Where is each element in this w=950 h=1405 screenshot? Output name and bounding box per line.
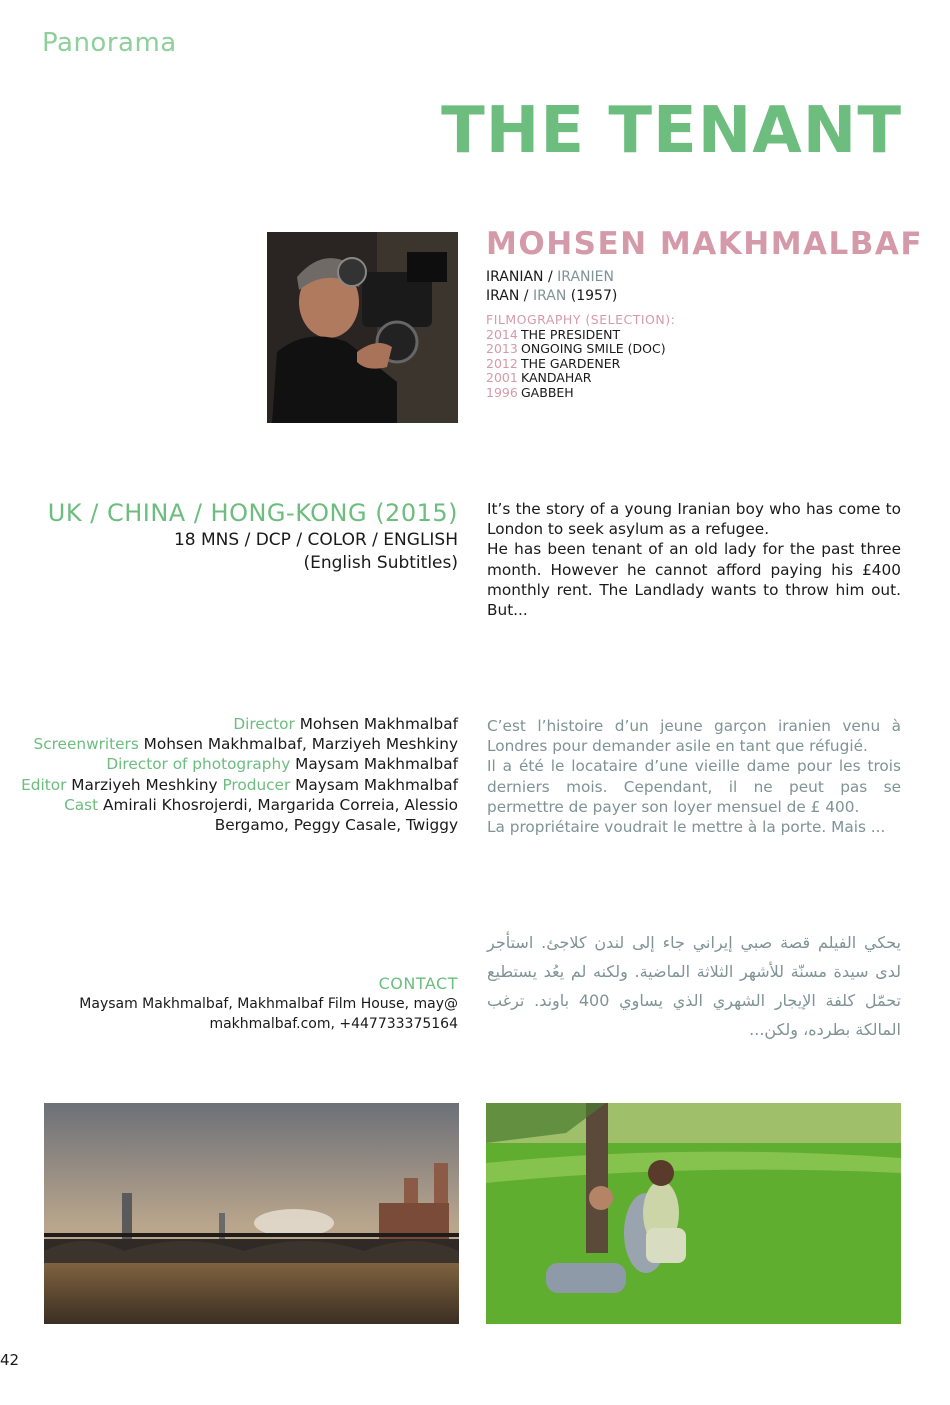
credit-label: Editor	[21, 775, 67, 794]
filmography-item	[486, 357, 675, 372]
director-bio	[486, 268, 617, 306]
credit-value: Amirali Khosrojerdi, Margarida Correia, Alessio Bergamo, Peggy Casale, Twiggy	[103, 795, 458, 835]
synopsis-arabic: يحكي الفيلم قصة صبي إيراني جاء إلى لندن كلاجئ. استأجر لدى سيدة مسنّة للأشهر الثلاثة الماضية. ولكنه لم يعُد يستطيع تحمّل كلفة الإيجار الشهري الذي يساوي 400 باوند. ترغب المالكة بطرده، ولكن...	[487, 933, 901, 1039]
synopsis-en-paragraph: It’s the story of a young Iranian boy who has come to London to seek asylum as a refugee.	[487, 500, 901, 539]
technical-specs: 18 MNS / DCP / COLOR / ENGLISH	[173, 530, 458, 550]
filmography-item	[486, 371, 675, 386]
filmography-header: FILMOGRAPHY (SELECTION):	[486, 312, 676, 327]
synopsis-fr-paragraph: La propriétaire voudrait le mettre à la porte. Mais ...	[487, 818, 886, 837]
nationality-line: IRANIAN / IRANIEN	[486, 269, 614, 285]
credit-label: Director of photography	[106, 755, 291, 774]
synopsis-en-paragraph: He has been tenant of an old lady for the past three month. However he cannot afford paying his £400 monthly rent. The Landlady wants to throw him out. But...	[487, 540, 901, 620]
credit-label: Director	[233, 715, 295, 733]
contact-header: CONTACT	[378, 974, 458, 993]
page-number: 42	[0, 1351, 20, 1369]
still-park-scene	[486, 1103, 901, 1324]
filmography-year: 2012	[486, 355, 518, 371]
section-label: Panorama	[42, 28, 177, 58]
contact-block	[79, 974, 458, 1034]
contact-line: Maysam Makhmalbaf, Makhmalbaf Film House, may@	[79, 996, 458, 1012]
director-photo	[267, 232, 458, 423]
synopsis-fr-paragraph: C’est l’histoire d’un jeune garçon iranien venu à Londres pour demander asile en tant que réfugié.	[487, 717, 901, 756]
credit-value: Marziyeh Meshkiny	[71, 775, 218, 794]
filmography-item	[486, 386, 675, 401]
synopsis-fr-paragraph: Il a été le locataire d’une vieille dame pour les trois derniers mois. Cependant, il ne peut pas se permettre de payer son loyer mensuel de £ 400.	[487, 757, 901, 816]
credit-label: Producer	[222, 775, 291, 794]
credits	[18, 714, 458, 835]
synopsis-french	[487, 716, 901, 837]
filmography-title: GABBEH	[521, 384, 574, 400]
credit-value: Mohsen Makhmalbaf	[299, 715, 458, 733]
filmography-title: ONGOING SMILE (DOC)	[521, 341, 666, 356]
director-name: MOHSEN MAKHMALBAF	[486, 226, 924, 262]
credit-editor-producer	[18, 775, 458, 795]
subtitles-info: (English Subtitles)	[303, 553, 458, 573]
country-line: IRAN / IRAN (1957)	[486, 288, 618, 304]
filmography-year: 2001	[486, 370, 518, 385]
filmography-year: 2013	[486, 341, 518, 356]
filmography-title: THE GARDENER	[521, 355, 621, 371]
credit-screenwriters	[18, 734, 458, 754]
credit-director	[18, 714, 458, 734]
filmography-title: KANDAHAR	[521, 370, 592, 385]
credit-dop	[18, 754, 458, 774]
credit-value: Maysam Makhmalbaf	[295, 755, 458, 774]
birth-year: (1957)	[570, 288, 618, 304]
credit-value: Maysam Makhmalbaf	[295, 775, 458, 794]
country-fr: IRAN	[532, 288, 567, 304]
filmography-item	[486, 328, 675, 343]
credit-cast	[18, 795, 458, 835]
production-countries: UK / CHINA / HONG-KONG (2015)	[47, 499, 458, 527]
filmography-year: 1996	[486, 384, 518, 400]
contact-line: makhmalbaf.com, +447733375164	[209, 1016, 458, 1032]
filmography-year: 2014	[486, 326, 518, 342]
credit-value: Mohsen Makhmalbaf, Marziyeh Meshkiny	[143, 735, 458, 754]
credit-label: Screenwriters	[33, 735, 139, 754]
nationality-en: IRANIAN	[486, 269, 544, 285]
nationality-fr: IRANIEN	[557, 269, 614, 285]
synopsis-english	[487, 499, 901, 620]
filmography	[486, 313, 675, 400]
credit-label: Cast	[64, 795, 99, 814]
filmography-item	[486, 342, 675, 357]
film-info	[48, 497, 458, 575]
still-london-bridge	[44, 1103, 459, 1324]
film-title: THE TENANT	[441, 94, 902, 168]
filmography-title: THE PRESIDENT	[521, 326, 621, 342]
country-en: IRAN	[486, 288, 520, 304]
